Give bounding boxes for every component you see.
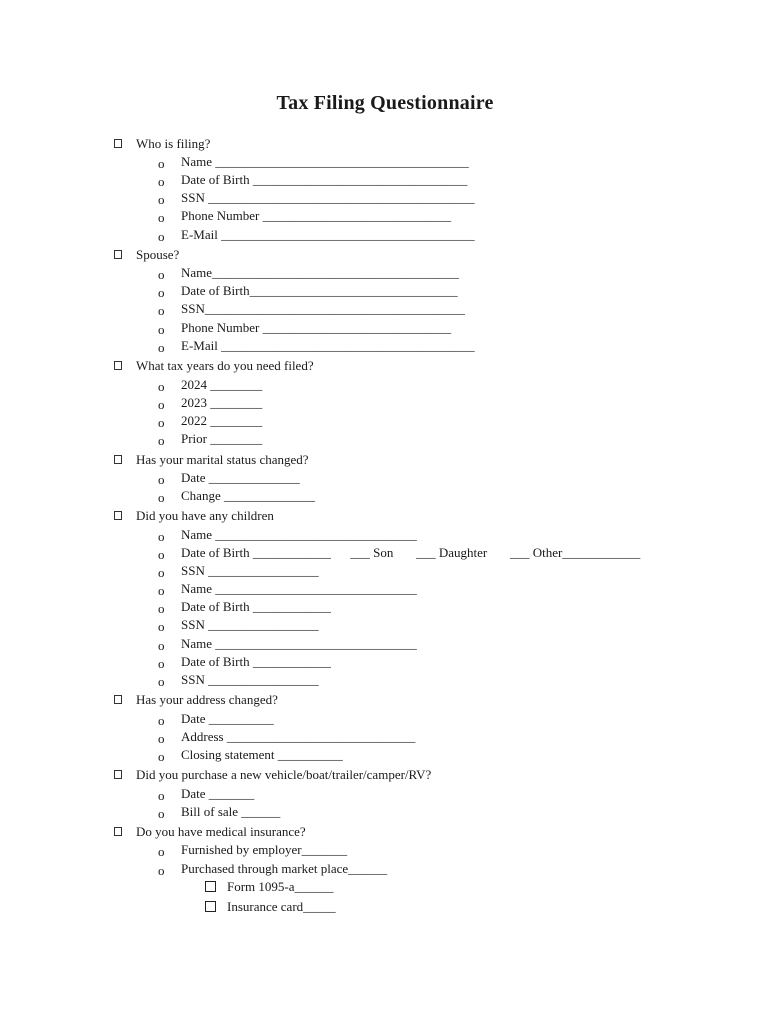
field-filer-phone: o Phone Number _____________________________ [158,208,452,225]
bullet-circle-icon: o [158,490,165,505]
bullet-circle-icon: o [158,565,165,580]
field-spouse-phone: o Phone Number _____________________________ [158,320,452,337]
question-medical-insurance: Do you have medical insurance? [136,824,306,840]
checkbox-icon [114,695,122,704]
field-child1-name: o Name _______________________________ [158,527,417,544]
bullet-circle-icon: o [158,322,165,337]
field-filer-email: o E-Mail _______________________________________ [158,227,475,244]
checkbox-icon [114,455,122,464]
field-spouse-name: o Name______________________________________ [158,265,460,282]
field-spouse-ssn: o SSN________________________________________ [158,301,465,318]
bullet-circle-icon: o [158,788,165,803]
question-marital-status: Has your marital status changed? [136,452,309,468]
bullet-circle-icon: o [158,674,165,689]
field-year-prior: o Prior ________ [158,431,263,448]
question-tax-years: What tax years do you need filed? [136,358,314,374]
bullet-circle-icon: o [158,210,165,225]
bullet-circle-icon: o [158,156,165,171]
bullet-circle-icon: o [158,267,165,282]
bullet-circle-icon: o [158,731,165,746]
bullet-circle-icon: o [158,397,165,412]
bullet-circle-icon: o [158,379,165,394]
checkbox-square-icon[interactable] [205,901,216,912]
field-bill-of-sale: o Bill of sale ______ [158,804,281,821]
bullet-circle-icon: o [158,433,165,448]
field-year-2023: o 2023 ________ [158,395,263,412]
bullet-circle-icon: o [158,340,165,355]
page-title: Tax Filing Questionnaire [276,92,494,114]
bullet-circle-icon: o [158,749,165,764]
checkbox-icon [114,139,122,148]
bullet-circle-icon: o [158,806,165,821]
bullet-circle-icon: o [158,619,165,634]
bullet-circle-icon: o [158,415,165,430]
bullet-circle-icon: o [158,285,165,300]
field-marital-date: o Date ______________ [158,470,300,487]
field-filer-ssn: o SSN _________________________________________ [158,190,475,207]
field-filer-dob: o Date of Birth _________________________________ [158,172,468,189]
field-address-date: o Date __________ [158,711,274,728]
field-marital-change: o Change ______________ [158,488,315,505]
checkbox-icon [114,770,122,779]
bullet-circle-icon: o [158,656,165,671]
question-children: Did you have any children [136,508,274,524]
question-spouse: Spouse? [136,247,179,263]
checkbox-icon [114,511,122,520]
checkbox-square-icon[interactable] [205,881,216,892]
question-vehicle-purchase: Did you purchase a new vehicle/boat/trailer/camper/RV? [136,767,431,783]
bullet-circle-icon: o [158,192,165,207]
field-form-1095a: Form 1095-a______ [227,879,334,895]
field-child2-name: o Name _______________________________ [158,581,417,598]
field-child1-dob-relation: o Date of Birth ____________ ___ Son ___ Daughter ___ Other____________ [158,545,641,562]
field-child3-dob: o Date of Birth ____________ [158,654,331,671]
field-closing-statement: o Closing statement __________ [158,747,343,764]
bullet-circle-icon: o [158,601,165,616]
field-child3-name: o Name _______________________________ [158,636,417,653]
bullet-circle-icon: o [158,472,165,487]
field-vehicle-date: o Date _______ [158,786,255,803]
field-year-2024: o 2024 ________ [158,377,263,394]
field-insurance-card: Insurance card_____ [227,899,336,915]
bullet-circle-icon: o [158,583,165,598]
bullet-circle-icon: o [158,844,165,859]
field-spouse-email: o E-Mail _______________________________________ [158,338,475,355]
bullet-circle-icon: o [158,547,165,562]
field-year-2022: o 2022 ________ [158,413,263,430]
field-spouse-dob: o Date of Birth________________________________ [158,283,458,300]
bullet-circle-icon: o [158,713,165,728]
checkbox-icon [114,827,122,836]
bullet-circle-icon: o [158,529,165,544]
bullet-circle-icon: o [158,638,165,653]
bullet-circle-icon: o [158,174,165,189]
field-child2-ssn: o SSN _________________ [158,617,319,634]
field-child2-dob: o Date of Birth ____________ [158,599,331,616]
field-child1-ssn: o SSN _________________ [158,563,319,580]
field-insurance-marketplace: o Purchased through market place______ [158,861,388,878]
checkbox-icon [114,361,122,370]
checkbox-icon [114,250,122,259]
question-address-changed: Has your address changed? [136,692,278,708]
field-filer-name: o Name _______________________________________ [158,154,469,171]
field-address: o Address _____________________________ [158,729,416,746]
bullet-circle-icon: o [158,303,165,318]
field-insurance-employer: o Furnished by employer_______ [158,842,348,859]
bullet-circle-icon: o [158,863,165,878]
bullet-circle-icon: o [158,229,165,244]
field-child3-ssn: o SSN _________________ [158,672,319,689]
question-who-is-filing: Who is filing? [136,136,210,152]
